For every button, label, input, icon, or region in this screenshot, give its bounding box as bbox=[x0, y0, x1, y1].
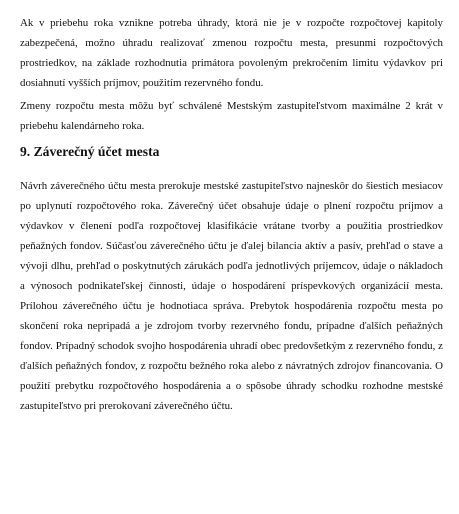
paragraph-final-account: Návrh záverečného účtu mesta prerokuje mestské zastupiteľstvo najneskôr do šiestich mesiacov po uplynutí rozpočtového roka. Záverečný účet obsahuje údaje o plnení rozpočtu príjmov a výdavkov v členení podľa rozpočtovej klasifikácie vrátane tvorby a použitia prostriedkov peňažných fondov. Súčasťou záverečného účtu je ďalej bilancia aktív a pasív, prehľad o stave a vývoji dlhu, prehľad o poskytnutých zárukách podľa jednotlivých príjemcov, údaje o nákladoch a výnosoch podnikateľskej činnosti, údaje o hospodárení príspevkových organizácií mesta. Prílohou záverečného účtu je hodnotiaca správa. Prebytok hospodárenia rozpočtu mesta po skončení roka nepripadá a je zdrojom tvorby rezervného fondu, prípadne ďalších peňažných fondov. Prípadný schodok svojho hospodárenia uhradí obec predovšetkým z rezervného fondu, z ďalších peňažných fondov, z rozpočtu bežného roka alebo z návratných zdrojov financovania. O použití prebytku rozpočtového hospodárenia a o spôsobe úhrady schodku rozhodne mestské zastupiteľstvo pri prerokovaní záverečného účtu. bbox=[20, 180, 443, 412]
section-heading-final-account: 9. Záverečný účet mesta bbox=[20, 144, 160, 159]
paragraph-budget-changes: Zmeny rozpočtu mesta môžu byť schválené Mestským zastupiteľstvom maximálne 2 krát v priebehu kalendárneho roka. bbox=[20, 100, 443, 132]
paragraph-budget-coverage: Ak v priebehu roka vznikne potreba úhrady, ktorá nie je v rozpočte rozpočtovej kapitoly zabezpečená, možno úhradu realizovať zmenou rozpočtu mesta, presunmi rozpočtových prostriedkov, na základe rozhodnutia primátora povoleným prekročením limitu výdavkov pri dosiahnutí vyšších príjmov, použitím rezervného fondu. bbox=[20, 17, 443, 89]
